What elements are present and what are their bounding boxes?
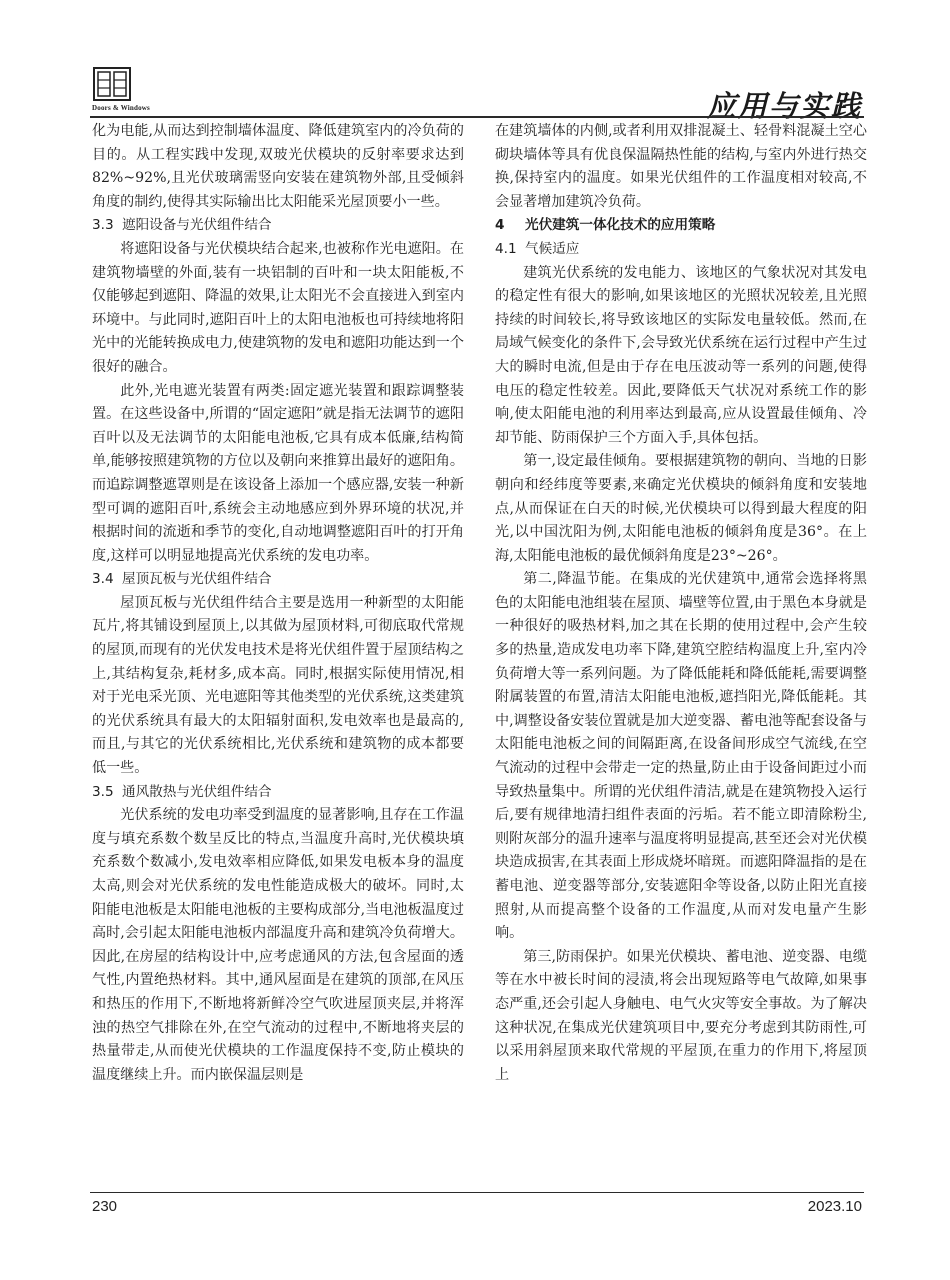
heading-text: 通风散热与光伏组件结合	[122, 783, 272, 800]
window-logo-icon	[92, 66, 132, 102]
heading-number: 4	[495, 217, 505, 234]
paragraph: 此外,光电遮光装置有两类:固定遮光装置和跟踪调整装置。在这些设备中,所谓的“固定遮阳”就是指无法调节的遮阳百叶以及无法调节的太阳能电池板,它具有成本低廉,结构简单,能够按照建筑物的方位以及朝向来推算出最好的遮阳角。而追踪调整遮罩则是在该设备上添加一个感应器,安装一种新型可调的遮阳百叶,系统会主动地感应到外界环境的状况,并根据时间的流逝和季节的变化,自动地调整遮阳百叶的打开角度,这样可以明显地提高光伏系统的发电功率。	[92, 382, 464, 564]
page-number: 230	[92, 1198, 118, 1215]
paragraph: 将遮阳设备与光伏模块结合起来,也被称作光电遮阳。在建筑物墙壁的外面,装有一块铝制的百叶和一块太阳能板,不仅能够起到遮阳、降温的效果,让太阳光不会直接进入到室内环境中。与此同时,遮阳百叶上的太阳电池板也可持续地将阳光中的光能转换成电力,使建筑物的发电和遮阳功能达到一个很好的融合。	[92, 240, 464, 375]
paragraph: 建筑光伏系统的发电能力、该地区的气象状况对其发电的稳定性有很大的影响,如果该地区的光照状况较差,且光照持续的时间较长,将导致该地区的实际发电量较低。然而,在局域气候变化的条件下,会导致光伏系统在运行过程中产生过大的瞬时电流,但是由于存在电压波动等一系列的问题,使得电压的稳定性较差。因此,要降低天气状况对系统工作的影响,使太阳能电池的利用率达到最高,应从设置最佳倾角、冷却节能、防雨保护三个方面入手,具体包括。	[495, 264, 867, 446]
footer-rule	[90, 1192, 864, 1193]
right-column	[495, 120, 867, 1087]
header-rule	[90, 116, 864, 118]
paragraph: 第三,防雨保护。如果光伏模块、蓄电池、逆变器、电缆等在水中被长时间的浸渍,将会出现短路等电气故障,如果事态严重,还会引起人身触电、电气火灾等安全事故。为了解决这种状况,在集成光伏建筑项目中,要充分考虑到其防雨性,可以采用斜屋顶来取代常规的平屋顶,在重力的作用下,将屋顶上	[495, 948, 867, 1083]
paragraph: 光伏系统的发电功率受到温度的显著影响,且存在工作温度与填充系数个数呈反比的特点,当温度升高时,光伏模块填充系数个数减小,发电效率相应降低,如果发电板本身的温度太高,则会对光伏系统的发电性能造成极大的破坏。同时,太阳能电池板是太阳能电池板的主要构成部分,当电池板温度过高时,会引起太阳能电池板内部温度升高和建筑冷负荷增大。因此,在房屋的结构设计中,应考虑通风的方法,包含屋面的透气性,内置绝热材料。其中,通风屋面是在建筑的顶部,在风压和热压的作用下,不断地将新鲜冷空气吹进屋顶夹层,并将浑浊的热空气排除在外,在空气流动的过程中,不断地将夹层的热量带走,从而使光伏模块的工作温度保持不变,防止模块的温度继续上升。而内嵌保温层则是	[92, 807, 464, 1083]
heading-text: 光伏建筑一体化技术的应用策略	[525, 217, 716, 234]
journal-logo	[92, 66, 172, 116]
heading-number: 3.3	[92, 217, 114, 234]
paragraph: 化为电能,从而达到控制墙体温度、降低建筑室内的冷负荷的目的。从工程实践中发现,双玻光伏模块的反射率要求达到82%~92%,且光伏玻璃需竖向安装在建筑物外部,且受倾斜角度的制约,使得其实际输出比太阳能采光屋顶要小一些。	[92, 123, 464, 210]
paragraph: 第二,降温节能。在集成的光伏建筑中,通常会选择将黑色的太阳能电池组装在屋顶、墙壁等位置,由于黑色本身就是一种很好的吸热材料,加之其在长期的使用过程中,会产生较多的热量,造成发电功率下降,建筑空腔结构温度上升,室内冷负荷增大等一系列问题。为了降低能耗和降低能耗,需要调整附属装置的布置,清洁太阳能电池板,遮挡阳光,降低能耗。其中,调整设备安装位置就是加大逆变器、蓄电池等配套设备与太阳能电池板之间的间隔距离,在设备间形成空气流线,在空气流动的过程中会带走一定的热量,防止由于设备间距过小而导致热量集中。所谓的光伏组件清洁,就是在建筑物投入运行后,要有规律地清扫组件表面的污垢。若不能立即清除粉尘,则附灰部分的温升速率与温度将明显提高,甚至还会对光伏模块造成损害,在其表面上形成烧坏暗斑。而遮阳降温指的是在蓄电池、逆变器等部分,安装遮阳伞等设备,以防止阳光直接照射,从而提高整个设备的工作温度,从而对发电量产生影响。	[495, 571, 867, 942]
paragraph: 在建筑墙体的内侧,或者利用双排混凝土、轻骨料混凝土空心砌块墙体等具有优良保温隔热性能的结构,与室内外进行热交换,保持室内的温度。如果光伏组件的工作温度相对较高,不会显著增加建筑冷负荷。	[495, 123, 867, 210]
heading-text: 屋顶瓦板与光伏组件结合	[122, 571, 272, 588]
heading-number: 3.5	[92, 783, 114, 800]
section-heading-3-4	[92, 568, 464, 592]
section-heading-3-5	[92, 781, 464, 805]
heading-number: 4.1	[495, 240, 517, 257]
left-column	[92, 120, 464, 1087]
heading-text: 遮阳设备与光伏组件结合	[122, 217, 272, 234]
paragraph: 屋顶瓦板与光伏组件结合主要是选用一种新型的太阳能瓦片,将其铺设到屋顶上,以其做为屋顶材料,可彻底取代常规的屋顶,而现有的光伏发电技术是将光伏组件置于屋顶结构之上,其结构复杂,耗材多,成本高。同时,根据实际使用情况,相对于光电采光顶、光电遮阳等其他类型的光伏系统,这类建筑的光伏系统具有最大的太阳辐射面积,发电效率也是最高的,而且,与其它的光伏系统相比,光伏系统和建筑物的成本都要低一些。	[92, 594, 464, 777]
heading-number: 3.4	[92, 571, 114, 588]
section-heading-4	[495, 214, 867, 238]
heading-text: 气候适应	[525, 240, 580, 257]
section-title: 应用与实践	[706, 89, 862, 123]
logo-text: Doors & Windows	[92, 104, 150, 112]
section-heading-4-1	[495, 238, 867, 262]
section-heading-3-3	[92, 214, 464, 238]
issue-date: 2023.10	[807, 1198, 862, 1215]
paragraph: 第一,设定最佳倾角。要根据建筑物的朝向、当地的日影朝向和经纬度等要素,来确定光伏模块的倾斜角度和安装地点,从而保证在白天的时候,光伏模块可以得到最大程度的阳光,以中国沈阳为例,太阳能电池板的倾斜角度是36°。在上海,太阳能电池板的最优倾斜角度是23°~26°。	[495, 453, 867, 564]
